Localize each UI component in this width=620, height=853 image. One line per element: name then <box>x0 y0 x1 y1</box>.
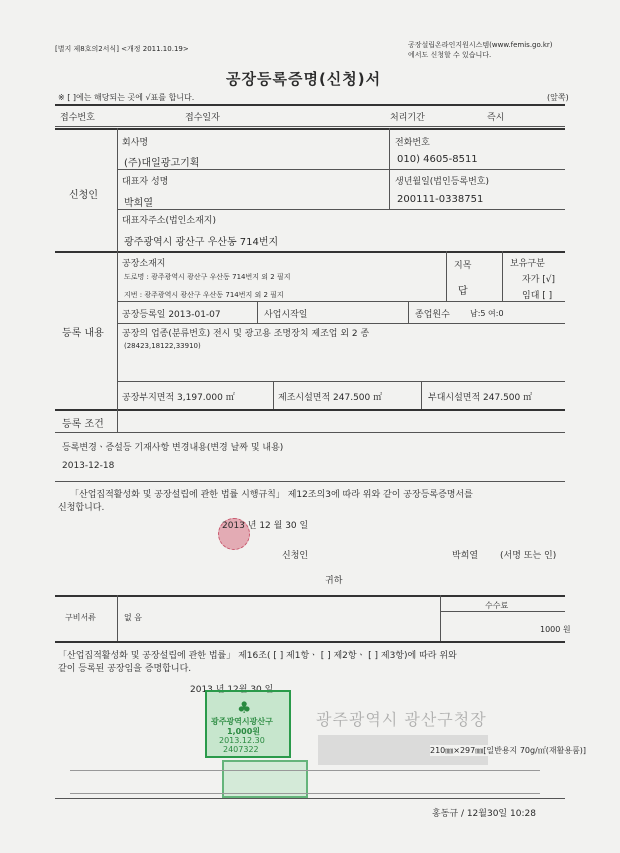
employees-label: 종업원수 <box>415 310 450 320</box>
paper-spec: 210㎜×297㎜[일반용지 70g/㎡(재활용품)] <box>430 746 587 755</box>
check-note: ※ [ ]에는 해당되는 곳에 √표를 합니다. <box>58 93 195 102</box>
registration-date: 공장등록일 2013-01-07 <box>122 310 221 320</box>
ownership-own: 자가 [√] <box>522 275 556 285</box>
declaration-line2: 신청합니다. <box>58 503 105 513</box>
stamp-line1: 광주광역시광산구 <box>211 717 273 726</box>
bottom-border-box <box>70 770 540 794</box>
lot-address: 지번 : 광주광역시 광산구 우산동 714번지 외 2 필지 <box>124 291 284 299</box>
industry-codes: (28423,18122,33910) <box>124 342 201 350</box>
address-label: 대표자주소(법인소재지) <box>122 216 216 226</box>
issuer-name: 광주광역시 광산구청장 <box>316 710 487 729</box>
ownership-label: 보유구분 <box>510 259 545 269</box>
form-number: [별지 제8호의2서식] <개정 2011.10.19> <box>55 45 189 53</box>
stamp-line4: 2407322 <box>223 745 259 754</box>
system-notice-line1: 공장설립온라인지원시스템(www.femis.go.kr) <box>408 41 553 49</box>
factory-location-label: 공장소재지 <box>122 259 166 269</box>
documents-value: 없 음 <box>124 613 142 622</box>
signer-name: 박희열 <box>452 551 479 561</box>
receipt-date-label: 접수일자 <box>185 113 220 123</box>
certification-line2: 같이 등록된 공장임을 증명합니다. <box>58 664 192 674</box>
company-name-label: 회사명 <box>122 138 149 148</box>
industry-text: 공장의 업종(분류번호) 전시 및 광고용 조명장치 제조업 외 2 종 <box>122 329 370 339</box>
fee-label: 수수료 <box>485 601 509 610</box>
certification-line1: 「산업집적활성화 및 공장설립에 관한 법률」 제16조( [ ] 제1항ㆍ [ ] 제2항ㆍ [ ] 제3항)에 따라 위와 <box>58 651 457 661</box>
application-date: 2013 년 12 월 30 일 <box>222 521 309 531</box>
birth-reg-value: 200111-0338751 <box>397 194 484 205</box>
business-start-label: 사업시작일 <box>264 310 308 320</box>
documents-label: 구비서류 <box>65 613 96 622</box>
birth-reg-label: 생년월일(법인등록번호) <box>395 177 489 187</box>
processing-period-value: 즉시 <box>487 113 505 123</box>
change-history-label: 등록변경ㆍ증설등 기재사항 변경내용(변경 날짜 및 내용) <box>62 443 284 453</box>
fee-value: 1000 원 <box>540 625 571 634</box>
manufacturing-area: 제조시설면적 247.500 ㎡ <box>278 393 383 403</box>
representative-value: 박희열 <box>124 198 153 209</box>
stamp-line2: 1,000원 <box>227 727 261 736</box>
declaration-line1: 「산업집적활성화 및 공장설립에 관한 법률 시행규칙」 제12조의3에 따라 위와 같이 공장등록증명서를 <box>70 490 473 500</box>
company-name-value: (주)대일광고기획 <box>124 158 200 169</box>
conditions-label: 등록 조건 <box>62 419 104 430</box>
registration-section-label: 등록 내용 <box>62 328 104 339</box>
representative-label: 대표자 성명 <box>122 177 169 187</box>
land-category-value: 답 <box>458 286 468 297</box>
footer-stamp: 홍동규 / 12월30일 10:28 <box>432 809 536 819</box>
road-address: 도로명 : 광주광역시 광산구 우산동 714번지 외 2 필지 <box>124 273 291 281</box>
applicant-section-label: 신청인 <box>69 190 98 201</box>
change-date: 2013-12-18 <box>62 461 115 471</box>
signer-label: 신청인 <box>282 551 309 561</box>
receipt-number-label: 접수번호 <box>60 113 95 123</box>
stamp-emblem-icon: ♣ <box>237 698 252 717</box>
signature-hint: (서명 또는 인) <box>500 551 557 561</box>
document-title: 공장등록증명(신청)서 <box>226 70 382 88</box>
address-value: 광주광역시 광산구 우산동 714번지 <box>124 237 279 248</box>
addressee: 귀하 <box>325 576 343 586</box>
site-area: 공장부지면적 3,197.000 ㎡ <box>122 393 235 403</box>
phone-value: 010) 4605-8511 <box>397 154 478 165</box>
system-notice-line2: 에서도 신청할 수 있습니다. <box>408 51 492 59</box>
processing-period-label: 처리기간 <box>390 113 425 123</box>
employees-value: 남:5 여:0 <box>470 309 504 318</box>
phone-label: 전화번호 <box>395 138 430 148</box>
stamp-line3: 2013.12.30 <box>219 736 265 745</box>
page-side: (앞쪽) <box>547 93 569 102</box>
ownership-lease: 임대 [ ] <box>522 291 553 301</box>
revenue-stamp <box>205 690 291 758</box>
certification-date: 2013 년 12월 30 일 <box>190 685 274 695</box>
land-category-label: 지목 <box>454 261 472 271</box>
auxiliary-area: 부대시설면적 247.500 ㎡ <box>428 393 533 403</box>
